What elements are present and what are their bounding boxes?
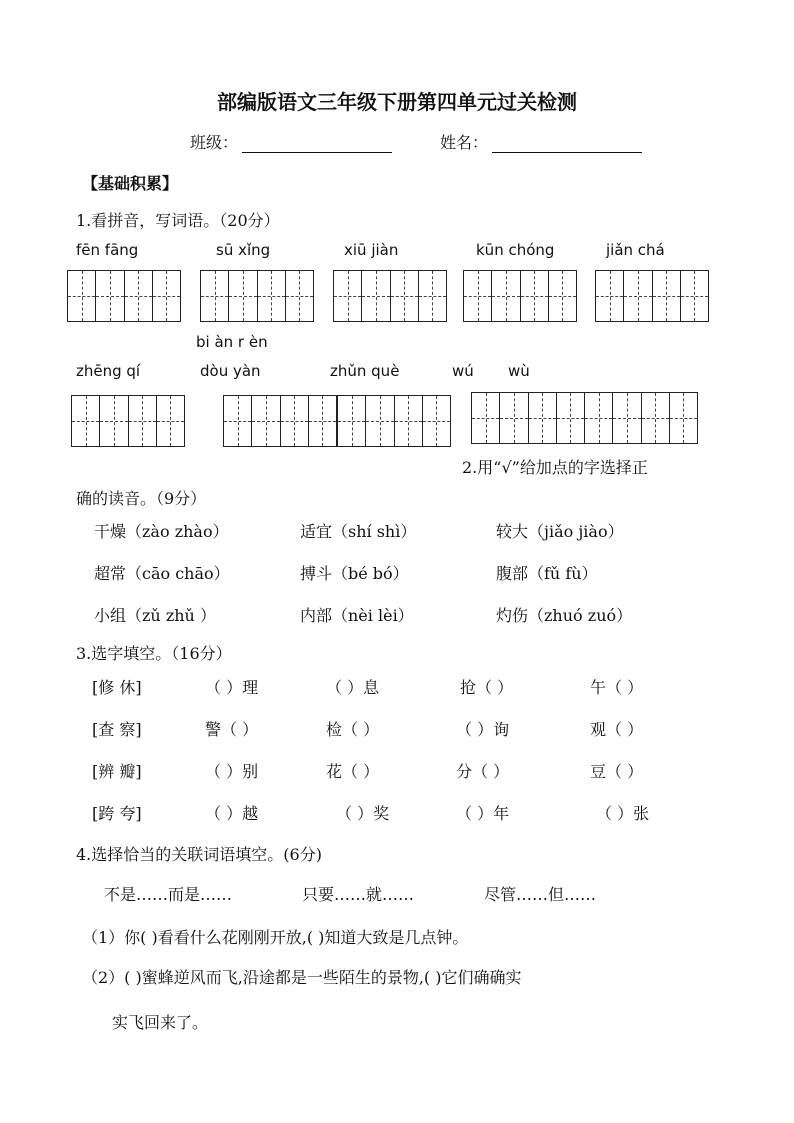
q2-prompt: 确的读音。（9分） xyxy=(76,489,207,508)
fill-blank[interactable]: 花（ ） xyxy=(326,762,380,781)
pinyin: sū xǐng xyxy=(216,241,271,259)
char-pair: [修 休] xyxy=(92,678,142,697)
reading-option[interactable]: 干燥（zào zhào） xyxy=(94,522,229,541)
pinyin: kūn chóng xyxy=(476,241,555,259)
fill-blank[interactable]: 警（ ） xyxy=(205,720,259,739)
reading-option[interactable]: 内部（nèi lèi） xyxy=(300,606,414,625)
class-blank[interactable] xyxy=(242,134,392,153)
pinyin: xiū jiàn xyxy=(344,241,399,259)
fill-blank[interactable]: 观（ ） xyxy=(590,720,644,739)
fill-blank[interactable]: 分（ ） xyxy=(456,762,510,781)
char-pair: [辨 瓣] xyxy=(92,762,142,781)
writing-grid[interactable] xyxy=(595,270,709,322)
reading-option[interactable]: 腹部（fǔ fù） xyxy=(496,564,598,583)
writing-grid[interactable] xyxy=(471,392,698,444)
fill-blank[interactable]: （ ）息 xyxy=(326,678,380,697)
writing-grid[interactable] xyxy=(333,270,447,322)
reading-option[interactable]: 灼伤（zhuó zuó） xyxy=(496,606,633,625)
q4-prompt: 4.选择恰当的关联词语填空。(6分) xyxy=(76,845,322,864)
pinyin: bi àn r èn xyxy=(196,333,268,351)
conjunction-option: 尽管……但…… xyxy=(484,885,597,904)
writing-grid[interactable] xyxy=(337,395,451,447)
reading-option[interactable]: 较大（jiǎo jiào） xyxy=(496,522,624,541)
fill-blank[interactable]: （ ）询 xyxy=(456,720,510,739)
q1-prompt: 1.看拼音，写词语。（20分） xyxy=(76,211,280,230)
writing-grid[interactable] xyxy=(223,395,337,447)
fill-blank[interactable]: （ ）理 xyxy=(205,678,259,697)
name-label: 姓名： xyxy=(440,133,489,152)
pinyin: dòu yàn xyxy=(200,362,261,380)
name-field xyxy=(440,130,642,153)
reading-option[interactable]: 适宜（shí shì） xyxy=(300,522,417,541)
fill-blank[interactable]: （ ）年 xyxy=(456,804,510,823)
sentence[interactable]: （1）你( )看看什么花刚刚开放,( )知道大致是几点钟。 xyxy=(82,928,469,947)
sentence[interactable]: （2）( )蜜蜂逆风而飞,沿途都是一些陌生的景物,( )它们确确实 xyxy=(82,968,522,987)
conjunction-option: 不是……而是…… xyxy=(104,885,233,904)
class-label: 班级： xyxy=(190,133,239,152)
pinyin: fēn fāng xyxy=(76,241,139,259)
writing-grid[interactable] xyxy=(67,270,181,322)
pinyin: wú xyxy=(452,362,474,380)
class-field xyxy=(190,130,392,153)
writing-grid[interactable] xyxy=(463,270,577,322)
section-heading: 【基础积累】 xyxy=(82,174,179,193)
fill-blank[interactable]: （ ）张 xyxy=(596,804,650,823)
pinyin: jiǎn chá xyxy=(606,241,665,259)
fill-blank[interactable]: （ ）别 xyxy=(205,762,259,781)
q3-prompt: 3.选字填空。（16分） xyxy=(76,644,232,663)
char-pair: [查 察] xyxy=(92,720,142,739)
fill-blank[interactable]: 抢（ ） xyxy=(460,678,514,697)
reading-option[interactable]: 超常（cāo chāo） xyxy=(94,564,230,583)
sentence-continued: 实飞回来了。 xyxy=(112,1013,209,1032)
fill-blank[interactable]: 检（ ） xyxy=(326,720,380,739)
pinyin: wù xyxy=(508,362,530,380)
fill-blank[interactable]: 豆（ ） xyxy=(590,762,644,781)
writing-grid[interactable] xyxy=(200,270,314,322)
pinyin: zhēng qí xyxy=(76,362,141,380)
reading-option[interactable]: 搏斗（bé bó） xyxy=(300,564,409,583)
fill-blank[interactable]: 午（ ） xyxy=(590,678,644,697)
page-title: 部编版语文三年级下册第四单元过关检测 xyxy=(217,90,577,114)
fill-blank[interactable]: （ ）越 xyxy=(205,804,259,823)
fill-blank[interactable]: （ ）奖 xyxy=(336,804,390,823)
writing-grid[interactable] xyxy=(71,395,185,447)
char-pair: [跨 夸] xyxy=(92,804,142,823)
q2-prompt: 2.用“√”给加点的字选择正 xyxy=(462,458,648,477)
conjunction-option: 只要……就…… xyxy=(302,885,415,904)
reading-option[interactable]: 小组（zǔ zhǔ ） xyxy=(94,606,216,625)
name-blank[interactable] xyxy=(492,134,642,153)
pinyin: zhǔn què xyxy=(330,362,400,380)
